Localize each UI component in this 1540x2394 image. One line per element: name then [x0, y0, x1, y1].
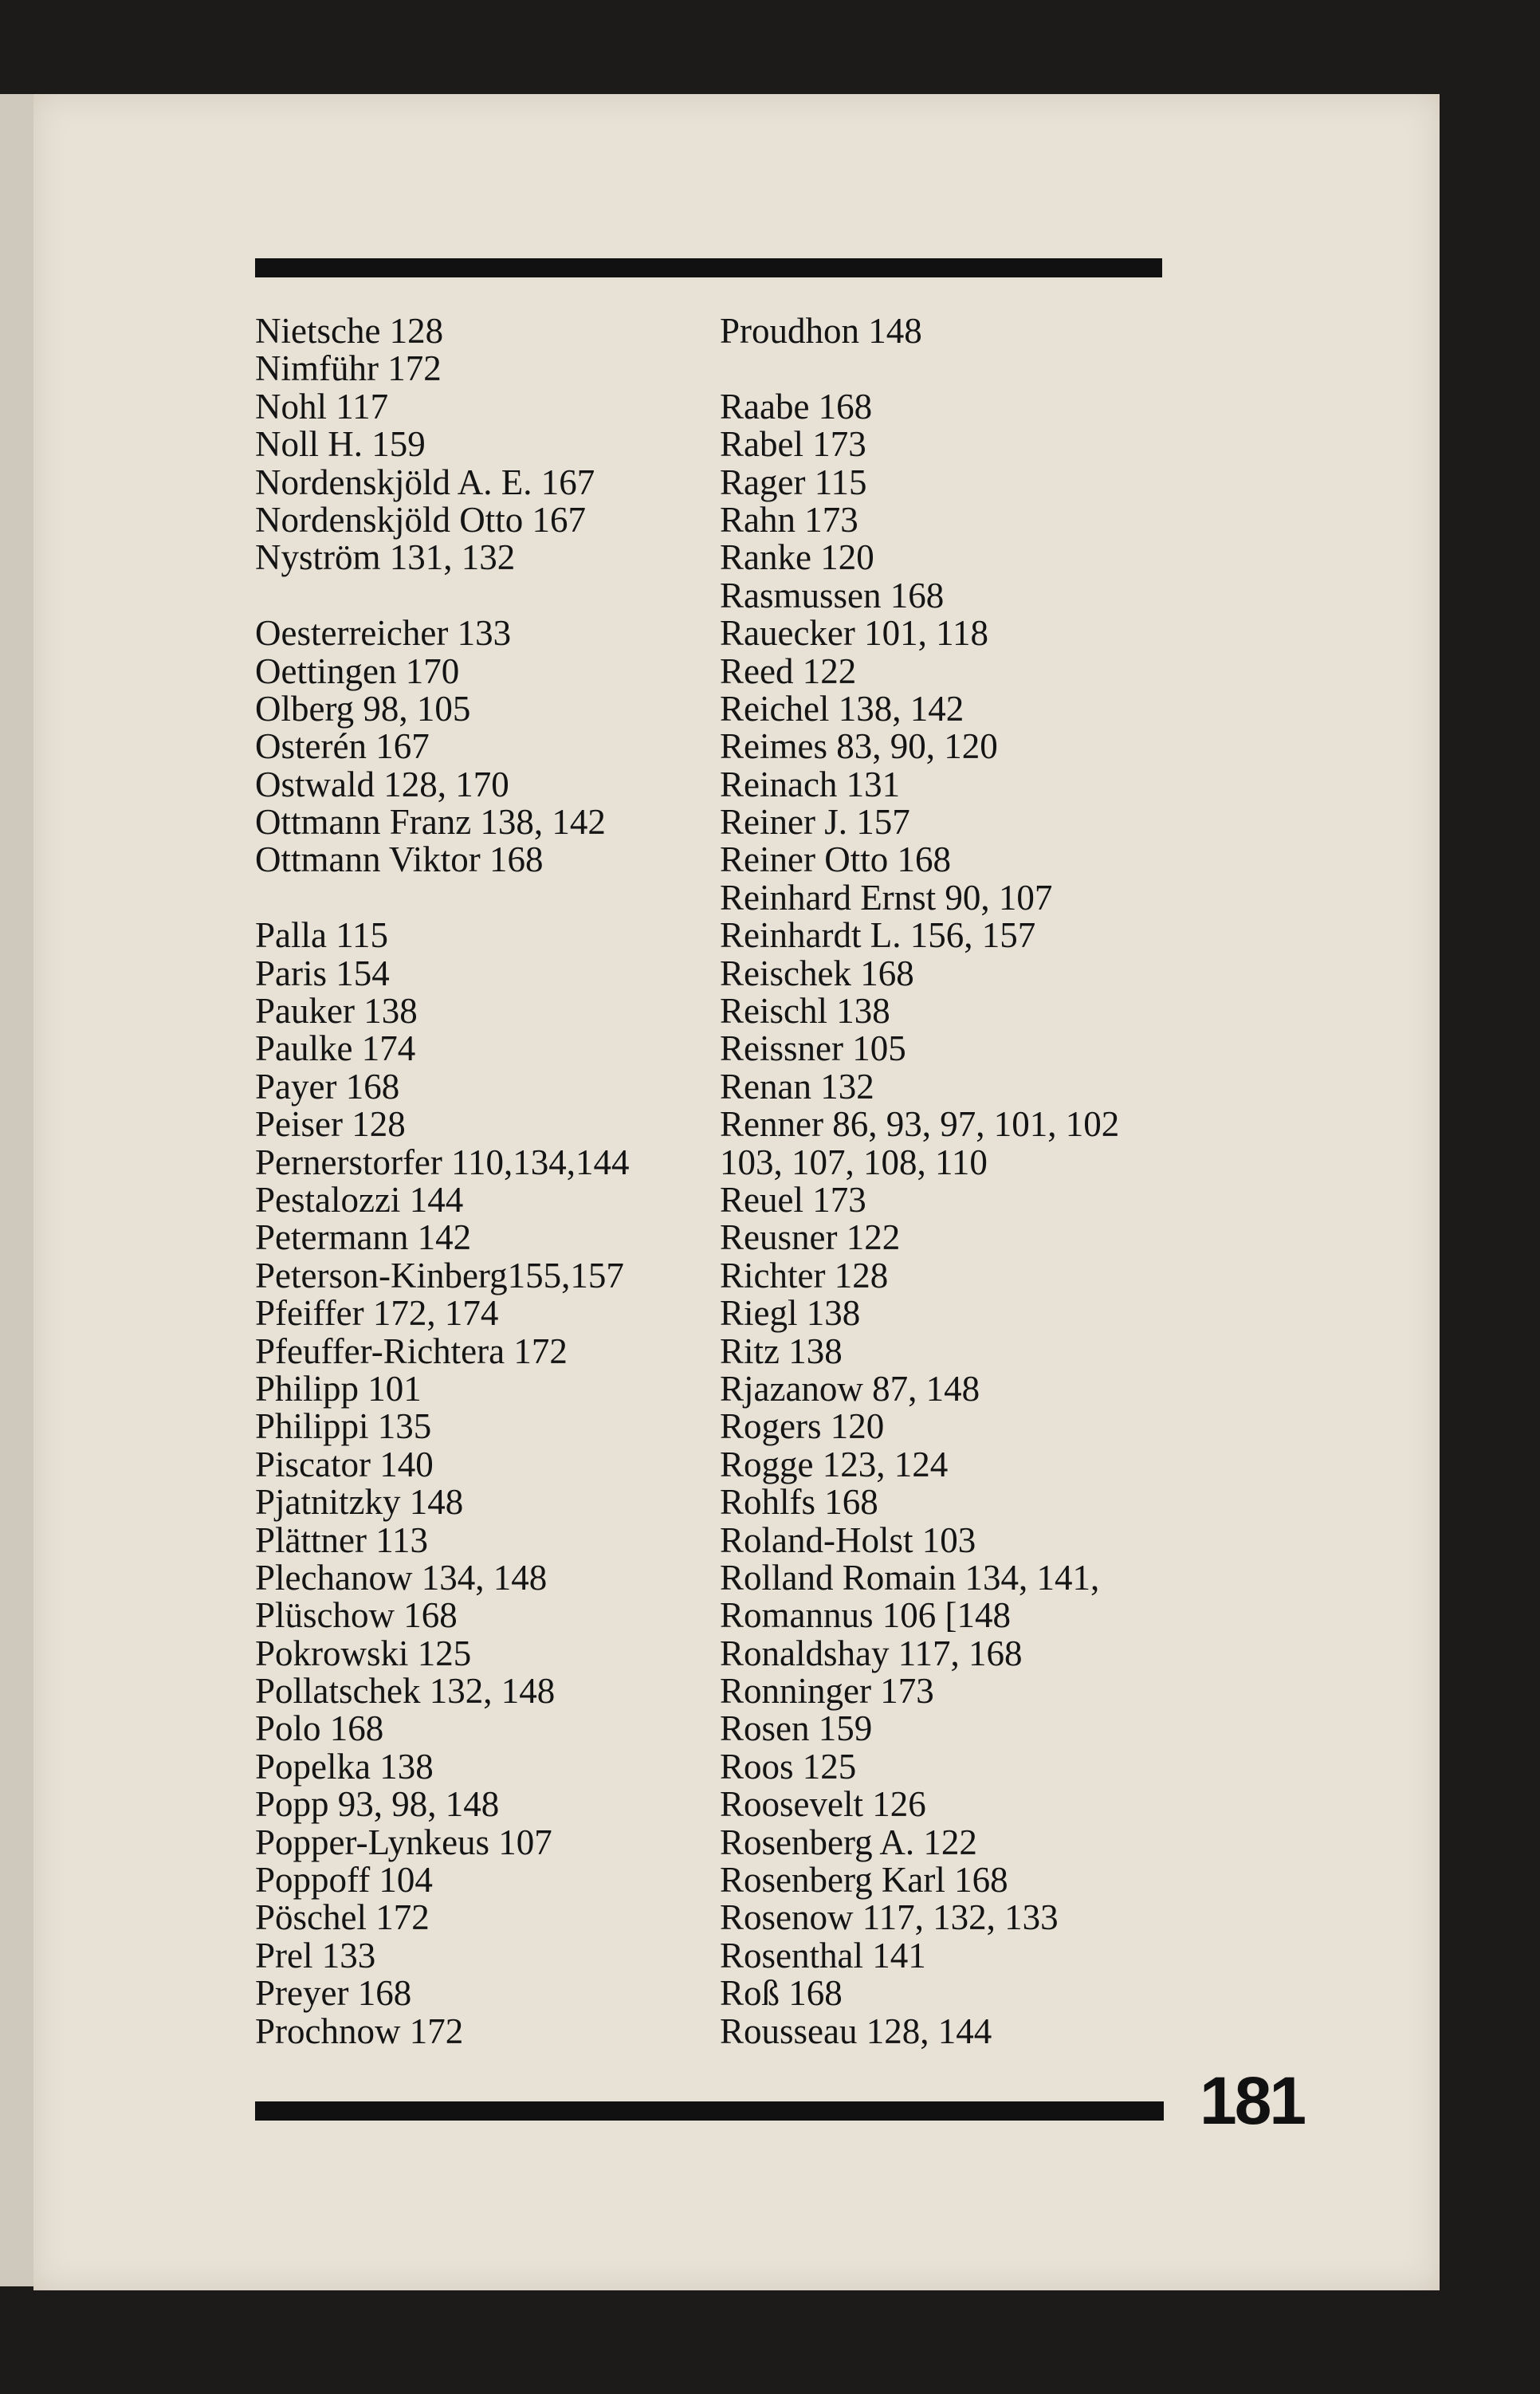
index-entry: Rjazanow 87, 148 — [720, 1368, 980, 1409]
index-entry: Rousseau 128, 144 — [720, 2011, 992, 2051]
index-entry: Popp 93, 98, 148 — [255, 1784, 500, 1825]
index-entry: Riegl 138 — [720, 1293, 861, 1334]
index-entry: Plechanow 134, 148 — [255, 1557, 548, 1598]
index-entry: Pjatnitzky 148 — [255, 1482, 464, 1523]
index-entry: Reischl 138 — [720, 991, 890, 1032]
index-entry: Petermann 142 — [255, 1217, 472, 1258]
index-entry: Oettingen 170 — [255, 651, 460, 691]
index-entry: Richter 128 — [720, 1255, 889, 1295]
index-entry: 103, 107, 108, 110 — [720, 1142, 988, 1182]
index-entry: Ranke 120 — [720, 537, 874, 578]
index-entry: Reinhardt L. 156, 157 — [720, 915, 1036, 956]
index-entry: Renan 132 — [720, 1066, 874, 1107]
index-entry: Pernerstorfer 110,134,144 — [255, 1142, 630, 1182]
index-entry: Reissner 105 — [720, 1028, 906, 1069]
index-entry: Popper-Lynkeus 107 — [255, 1822, 552, 1862]
index-entry: Renner 86, 93, 97, 101, 102 — [720, 1104, 1120, 1145]
index-entry: Nimführ 172 — [255, 348, 442, 389]
adjacent-page-edge — [0, 94, 33, 2286]
index-entry — [255, 577, 701, 615]
index-entry: Prel 133 — [255, 1935, 376, 1975]
index-entry: Philippi 135 — [255, 1406, 432, 1447]
index-entry: Rosenberg Karl 168 — [720, 1860, 1008, 1901]
index-entry: Nyström 131, 132 — [255, 537, 516, 578]
index-entry: Reimes 83, 90, 120 — [720, 726, 998, 767]
index-entry: Rauecker 101, 118 — [720, 613, 988, 654]
index-entry: Reuel 173 — [720, 1179, 866, 1220]
index-entry: Reinach 131 — [720, 764, 901, 804]
index-entry: Plättner 113 — [255, 1519, 429, 1560]
page-number: 181 — [1200, 2063, 1305, 2138]
index-entry: Rosen 159 — [720, 1708, 873, 1749]
index-entry: Pestalozzi 144 — [255, 1179, 464, 1220]
index-entry: Preyer 168 — [255, 1973, 412, 2014]
index-entry: Palla 115 — [255, 915, 389, 956]
index-entry: Roos 125 — [720, 1746, 857, 1787]
index-entry: Pollatschek 132, 148 — [255, 1671, 556, 1712]
top-rule — [255, 258, 1162, 277]
index-entry: Rohlfs 168 — [720, 1482, 878, 1523]
bottom-rule — [255, 2101, 1164, 2121]
index-entry: Pfeuffer-Richtera 172 — [255, 1331, 568, 1371]
index-entry: Rogers 120 — [720, 1406, 885, 1447]
index-entry: Rosenberg A. 122 — [720, 1822, 977, 1862]
index-entry: Piscator 140 — [255, 1444, 434, 1484]
index-entry: Roland-Holst 103 — [720, 1519, 976, 1560]
index-entry: Raabe 168 — [720, 386, 873, 427]
index-entry: Ritz 138 — [720, 1331, 843, 1371]
index-entry: Pauker 138 — [255, 991, 418, 1032]
index-entry: Reischek 168 — [720, 953, 914, 993]
index-entry: Rogge 123, 124 — [720, 1444, 949, 1484]
index-entry: Proudhon 148 — [720, 311, 922, 351]
index-entry: Noll H. 159 — [255, 424, 426, 465]
index-entry: Rabel 173 — [720, 424, 866, 465]
index-entry: Reiner J. 157 — [720, 802, 910, 843]
index-entry: Paris 154 — [255, 953, 390, 993]
index-entry: Plüschow 168 — [255, 1595, 458, 1636]
index-entry: Paulke 174 — [255, 1028, 416, 1069]
index-entry: Olberg 98, 105 — [255, 688, 471, 729]
index-entry: Rosenow 117, 132, 133 — [720, 1897, 1059, 1938]
index-entry: Peterson-Kinberg155,157 — [255, 1255, 624, 1295]
index-entry: Ottmann Franz 138, 142 — [255, 802, 606, 843]
index-entry: Reiner Otto 168 — [720, 839, 951, 880]
index-column-right — [720, 313, 1166, 2050]
index-entry: Pöschel 172 — [255, 1897, 430, 1938]
index-entry: Pfeiffer 172, 174 — [255, 1293, 499, 1334]
index-entry: Nohl 117 — [255, 386, 389, 427]
index-entry: Prochnow 172 — [255, 2011, 464, 2051]
index-entry: Ostwald 128, 170 — [255, 764, 509, 804]
index-entry: Popelka 138 — [255, 1746, 434, 1787]
index-entry: Rasmussen 168 — [720, 575, 945, 615]
index-entry: Rolland Romain 134, 141, — [720, 1557, 1100, 1598]
index-entry: Philipp 101 — [255, 1368, 422, 1409]
index-entry: Ronaldshay 117, 168 — [720, 1633, 1023, 1673]
index-entry: Oesterreicher 133 — [255, 613, 512, 654]
index-entry: Nordenskjöld Otto 167 — [255, 499, 586, 540]
index-entry: Reusner 122 — [720, 1217, 901, 1258]
index-entry: Osterén 167 — [255, 726, 430, 767]
index-entry: Polo 168 — [255, 1708, 384, 1749]
index-entry: Reinhard Ernst 90, 107 — [720, 877, 1053, 918]
index-entry: Roosevelt 126 — [720, 1784, 926, 1825]
index-entry: Reed 122 — [720, 651, 857, 691]
index-entry: Ronninger 173 — [720, 1671, 934, 1712]
index-column-left — [255, 313, 701, 2050]
index-entry: Nordenskjöld A. E. 167 — [255, 462, 595, 502]
index-entry: Romannus 106 [148 — [720, 1595, 1011, 1636]
index-entry: Rahn 173 — [720, 499, 858, 540]
index-entry: Ottmann Viktor 168 — [255, 839, 544, 880]
index-entry: Roß 168 — [720, 1973, 843, 2014]
index-entry: Rager 115 — [720, 462, 867, 502]
index-entry — [255, 879, 701, 917]
index-entry: Peiser 128 — [255, 1104, 406, 1145]
index-entry — [720, 350, 1166, 387]
index-entry: Rosenthal 141 — [720, 1935, 926, 1975]
index-entry: Pokrowski 125 — [255, 1633, 472, 1673]
index-entry: Payer 168 — [255, 1066, 400, 1107]
index-entry: Nietsche 128 — [255, 311, 444, 351]
index-entry: Reichel 138, 142 — [720, 688, 964, 729]
index-entry: Poppoff 104 — [255, 1860, 433, 1901]
